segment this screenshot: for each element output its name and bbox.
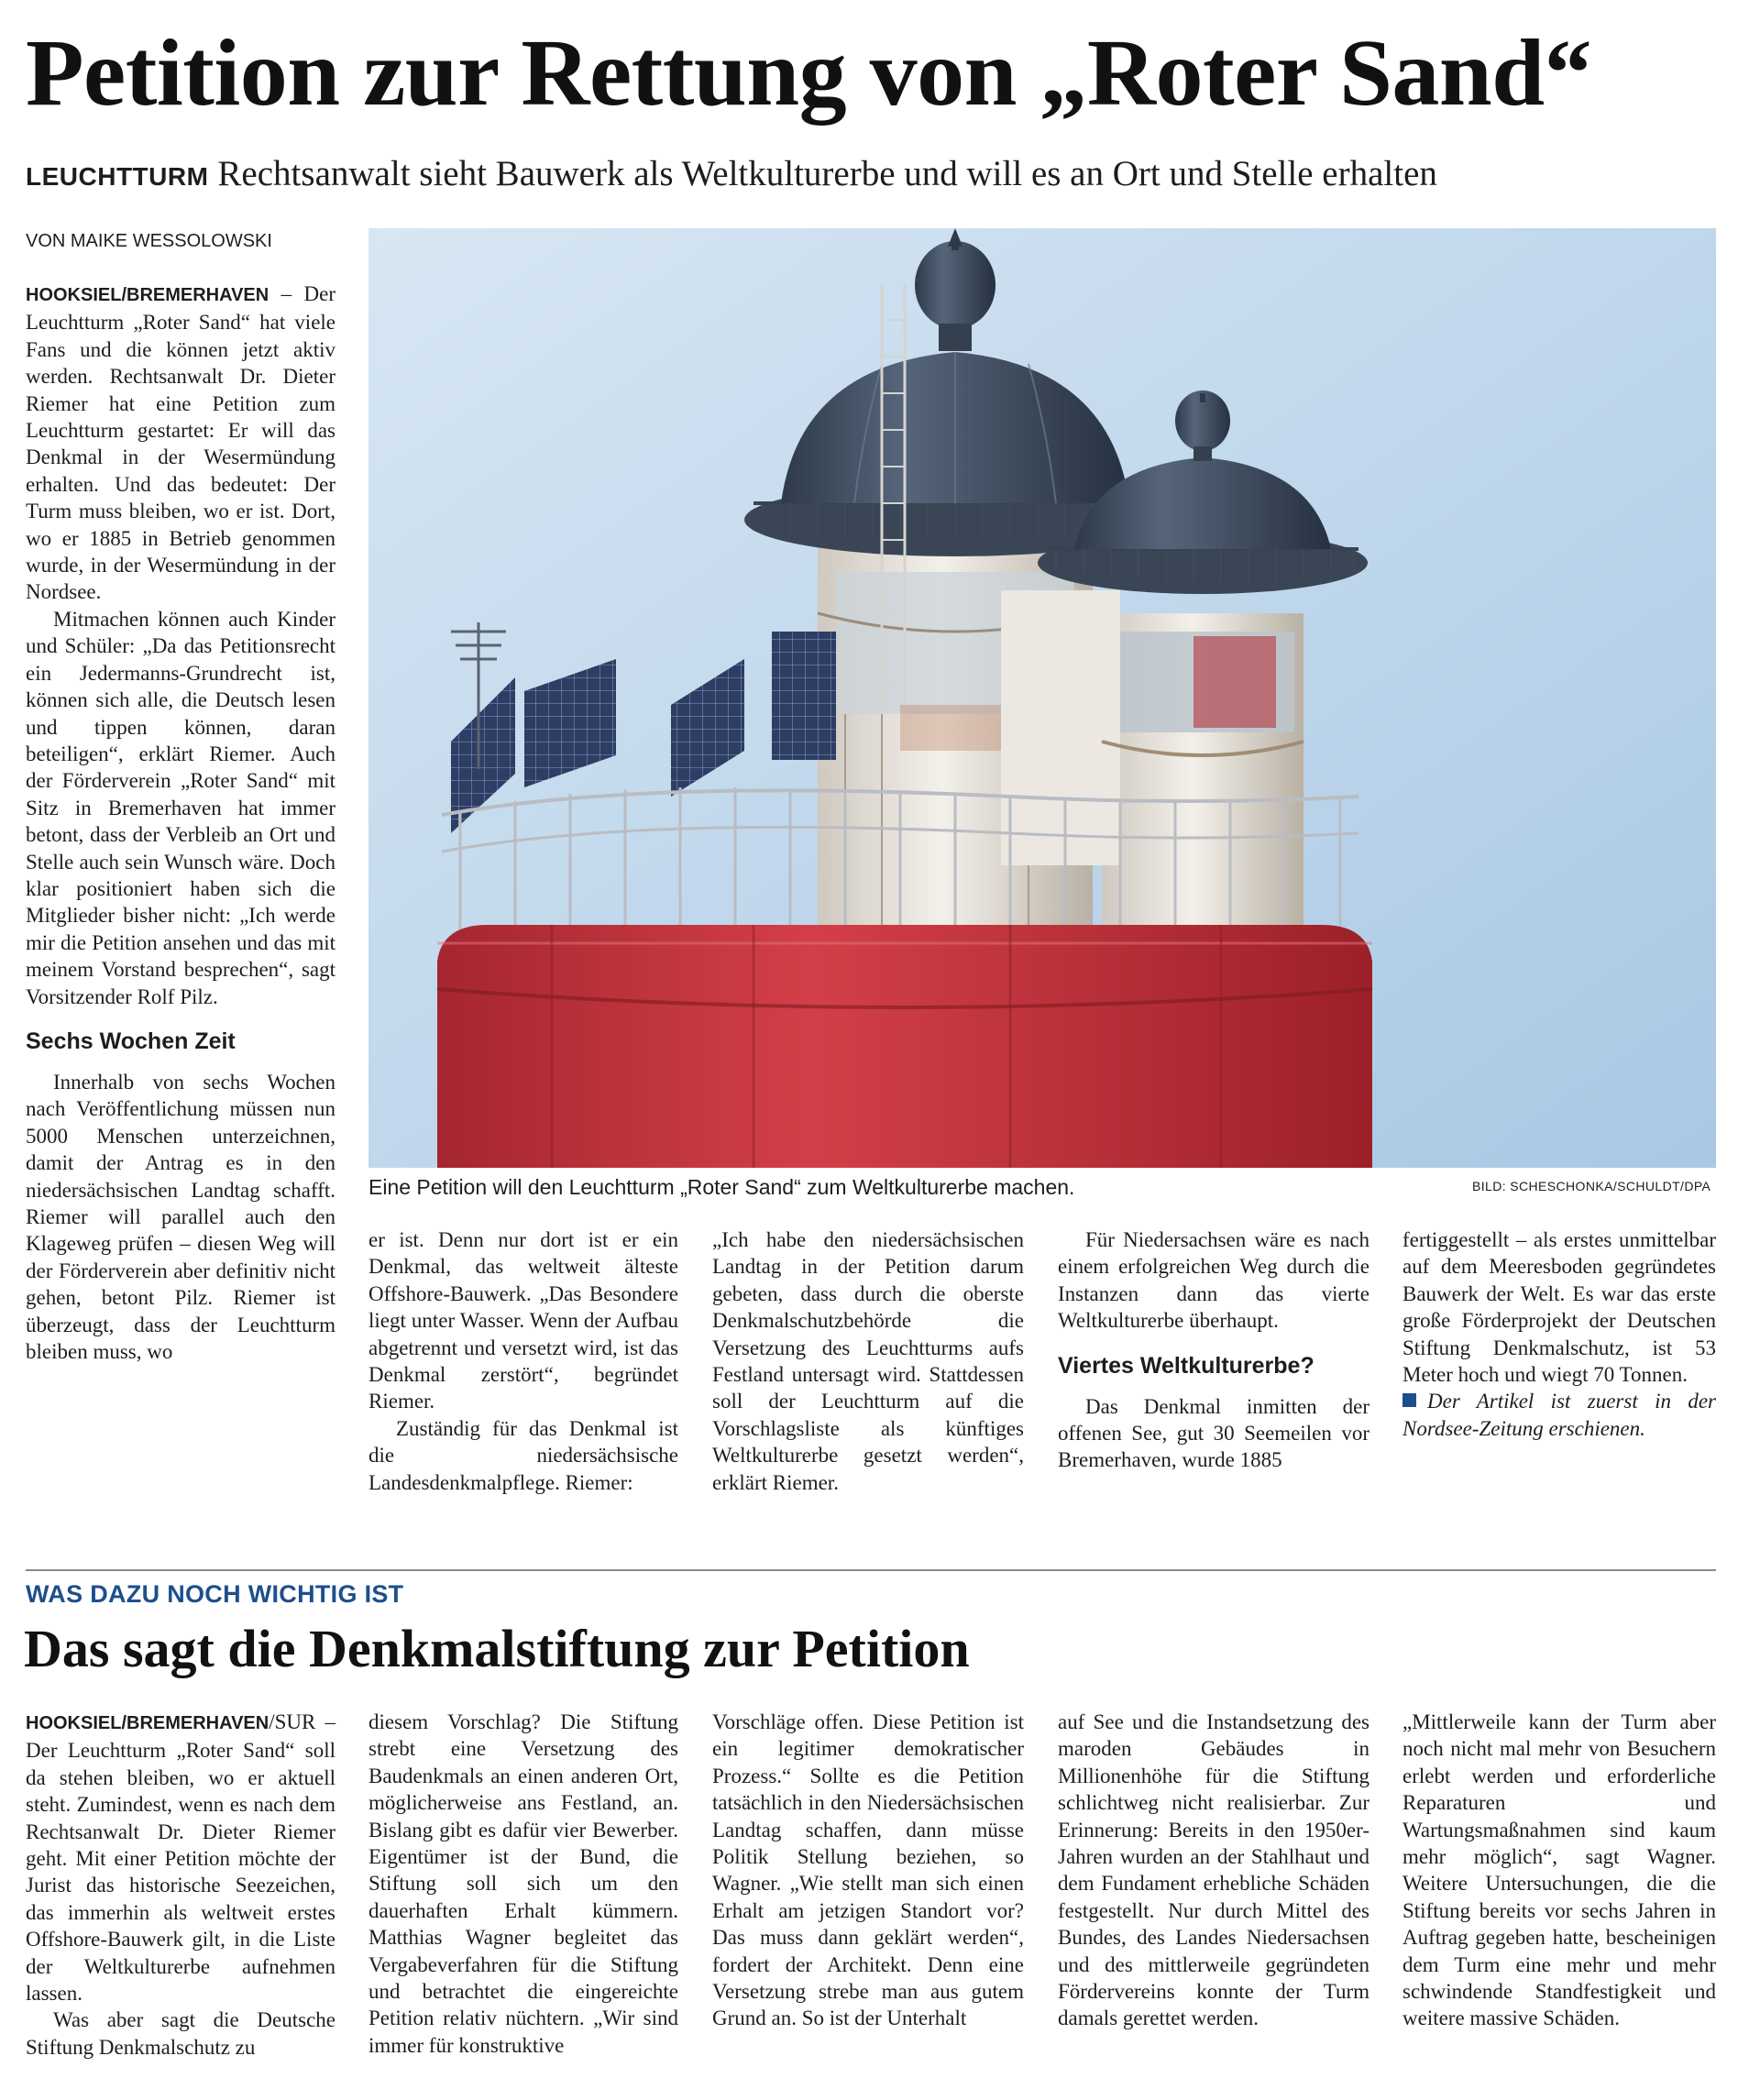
article-column-4 xyxy=(1058,1226,1370,1474)
article-author: VON MAIKE WESSOLOWSKI xyxy=(26,231,272,251)
article-dateline: HOOKSIEL/BREMERHAVEN xyxy=(26,285,270,305)
article-paragraph: „Ich habe den niedersächsischen Landtag in der Petition darum gebeten, dass durch die oberste Denkmalschutzbehörde die Versetzung des Leuchtturms aufs Festland untersagt wird. Stattdessen soll der Leuchtturm auf die Vorschlagsliste als künftiges Weltkulturerbe gesetzt werden“, erklärt Riemer. xyxy=(712,1228,1024,1494)
article-paragraph: Für Niedersachsen wäre es nach einem erfolgreichen Weg durch die Instanzen dann das vierte Weltkulturerbe überhaupt. xyxy=(1058,1228,1370,1333)
photo-credit: BILD: SCHESCHONKA/SCHULDT/DPA xyxy=(1472,1179,1711,1193)
article-paragraph: HOOKSIEL/BREMERHAVEN – Der Leuchtturm „Roter Sand“ hat viele Fans und die können jetzt aktiv werden. Rechtsanwalt Dr. Dieter Riemer hat eine Petition zum Leuchtturm gestartet: Er will das Denkmal in der Wesermündung erhalten. Und das bedeutet: Der Turm muss bleiben, wo er ist. Dort, wo er 1885 in Betrieb genommen wurde, in der Wesermündung in der Nordsee. xyxy=(26,282,336,604)
article-kicker: LEUCHTTURM xyxy=(26,162,209,191)
article-column-2 xyxy=(368,1226,678,1496)
box-paragraph: auf See und die Instandsetzung des maroden Gebäudes in Millionenhöhe für die Stiftung schlichtweg nicht realisierbar. Zur Erinnerung: Bereits in den 1950er-Jahren wurden an der Stahlhaut und dem Fundament erhebliche Schäden festgestellt. Nur durch Mittel des Bundes, des Landes Niedersachsen und des mittlerweile gegründeten Fördervereins konnte der Turm damals gerettet werden. xyxy=(1058,1710,1370,2030)
article-column-1 xyxy=(26,280,336,1365)
article-paragraph: Innerhalb von sechs Wochen nach Veröffentlichung müssen nun 5000 Menschen unterzeichnen, damit der Antrag es in den niedersächsischen Landtag schafft. Riemer will parallel auch den Klageweg prüfen – diesen Weg will der Förderverein aber definitiv nicht gehen, betont Pilz. Riemer ist überzeugt, dass der Leuchtturm bleiben muss, wo xyxy=(26,1070,336,1364)
box-column-4 xyxy=(1058,1709,1370,2032)
box-column-1 xyxy=(26,1709,336,2061)
article-subheadline-text: Rechtsanwalt sieht Bauwerk als Weltkulturerbe und will es an Ort und Stelle erhalten xyxy=(217,154,1437,193)
article-paragraph: Zuständig für das Denkmal ist die niedersächsische Landesdenkmalpflege. Riemer: xyxy=(368,1416,678,1494)
box-paragraph: Vorschläge offen. Diese Petition ist ein legitimer demokratischer Prozess.“ Sollte es die Petition tatsächlich in den Niedersächsischen Landtag schaffen, dann müsse Politik Stellung beziehen, so Wagner. „Wie stellt man sich einen Erhalt am jetzigen Standort vor? Das muss dann geklärt werden“, fordert der Architekt. Denn eine Versetzung strebe man aus gutem Grund an. So ist der Unterhalt xyxy=(712,1710,1024,2030)
box-paragraph: „Mittlerweile kann der Turm aber noch nicht mal mehr von Besuchern erlebt werden und erforderliche Reparaturen und Wartungsmaßnahmen sind kaum mehr möglich“, sagt Wagner. Weitere Untersuchungen, die die Stiftung bereits vor sechs Jahren in Auftrag gegeben hatte, bescheinigen dem Turm eine mehr und mehr schwindende Standfestigkeit und weitere massive Schäden. xyxy=(1402,1710,1716,2030)
subheading-viertes-weltkulturerbe: Viertes Weltkulturerbe? xyxy=(1058,1352,1314,1379)
box-paragraph: diesem Vorschlag? Die Stiftung strebt eine Versetzung des Baudenkmals an einen anderen Ort, möglicherweise ans Festland, an. Bislang gibt es dafür vier Bewerber. Eigentümer ist der Bund, die Stiftung soll sich um den dauerhaften Erhalt kümmern. Matthias Wagner begleitet das Vergabeverfahren für die Stiftung und betrachtet die eingereichte Petition relativ nüchtern. „Wir sind immer für konstruktive xyxy=(368,1710,678,2057)
box-column-5 xyxy=(1402,1709,1716,2032)
article-paragraph: er ist. Denn nur dort ist er ein Denkmal, das weltweit älteste Offshore-Bauwerk. „Das Besondere liegt unter Wasser. Wenn der Aufbau abgetrennt und versetzt wird, ist das Denkmal zerstört“, begründet Riemer. xyxy=(368,1228,678,1413)
box-column-3 xyxy=(712,1709,1024,2032)
article-paragraph: fertiggestellt – als erstes unmittelbar auf dem Meeresboden gegründetes Bauwerk der Welt. Es war das erste große Förderprojekt der Deutschen Stiftung Denkmalschutz, ist 53 Meter hoch und wiegt 70 Tonnen. xyxy=(1402,1228,1716,1387)
subheading-sechs-wochen: Sechs Wochen Zeit xyxy=(26,1028,236,1054)
article-headline: Petition zur Rettung von „Roter Sand“ xyxy=(26,20,1592,126)
article-paragraph: Mitmachen können auch Kinder und Schüler: „Da das Petitionsrecht ein Jedermanns-Grundrecht ist, können sich alle, die Deutsch lesen und tippen können, daran beteiligen“, erklärt Riemer. Auch der Förderverein „Roter Sand“ mit Sitz in Bremerhaven hat immer betont, dass der Verbleib an Ort und Stelle auch sein Wunsch wäre. Doch klar positioniert haben sich die Mitglieder bisher nicht: „Ich werde mir die Petition ansehen und das mit meinem Vorstand besprechen“, sagt Vorsitzender Rolf Pilz. xyxy=(26,607,336,1008)
article-column-5 xyxy=(1402,1226,1716,1442)
box-dateline: HOOKSIEL/BREMERHAVEN xyxy=(26,1713,270,1733)
box-kicker: WAS DAZU NOCH WICHTIG IST xyxy=(26,1580,404,1608)
article-subheadline xyxy=(26,154,1437,197)
article-column-3 xyxy=(712,1226,1024,1496)
lighthouse-photo xyxy=(368,228,1716,1168)
box-column-2 xyxy=(368,1709,678,2059)
box-headline: Das sagt die Denkmalstiftung zur Petition xyxy=(24,1619,970,1678)
article-paragraph: Das Denkmal inmitten der offenen See, gut 30 Seemeilen vor Bremerhaven, wurde 1885 xyxy=(1058,1394,1370,1472)
box-paragraph: Was aber sagt die Deutsche Stiftung Denkmalschutz zu xyxy=(26,2008,336,2059)
end-mark-icon xyxy=(1402,1393,1416,1407)
section-divider xyxy=(26,1569,1716,1571)
photo-caption: Eine Petition will den Leuchtturm „Roter Sand“ zum Weltkulturerbe machen. xyxy=(368,1175,1075,1199)
box-paragraph: HOOKSIEL/BREMERHAVEN/SUR – Der Leuchtturm „Roter Sand“ soll da stehen bleiben, wo er aktuell steht. Zumindest, wenn es nach dem Rechtsanwalt Dr. Dieter Riemer geht. Mit einer Petition möchte der Jurist das historische Seezeichen, das immerhin als weltweit erstes Offshore-Bauwerk gilt, in die Liste der Weltkulturerbe aufnehmen lassen. xyxy=(26,1710,336,2006)
article-note: Der Artikel ist zuerst in der Nordsee-Zeitung erschienen. xyxy=(1402,1390,1716,1440)
lighthouse-illustration xyxy=(368,228,1716,1168)
